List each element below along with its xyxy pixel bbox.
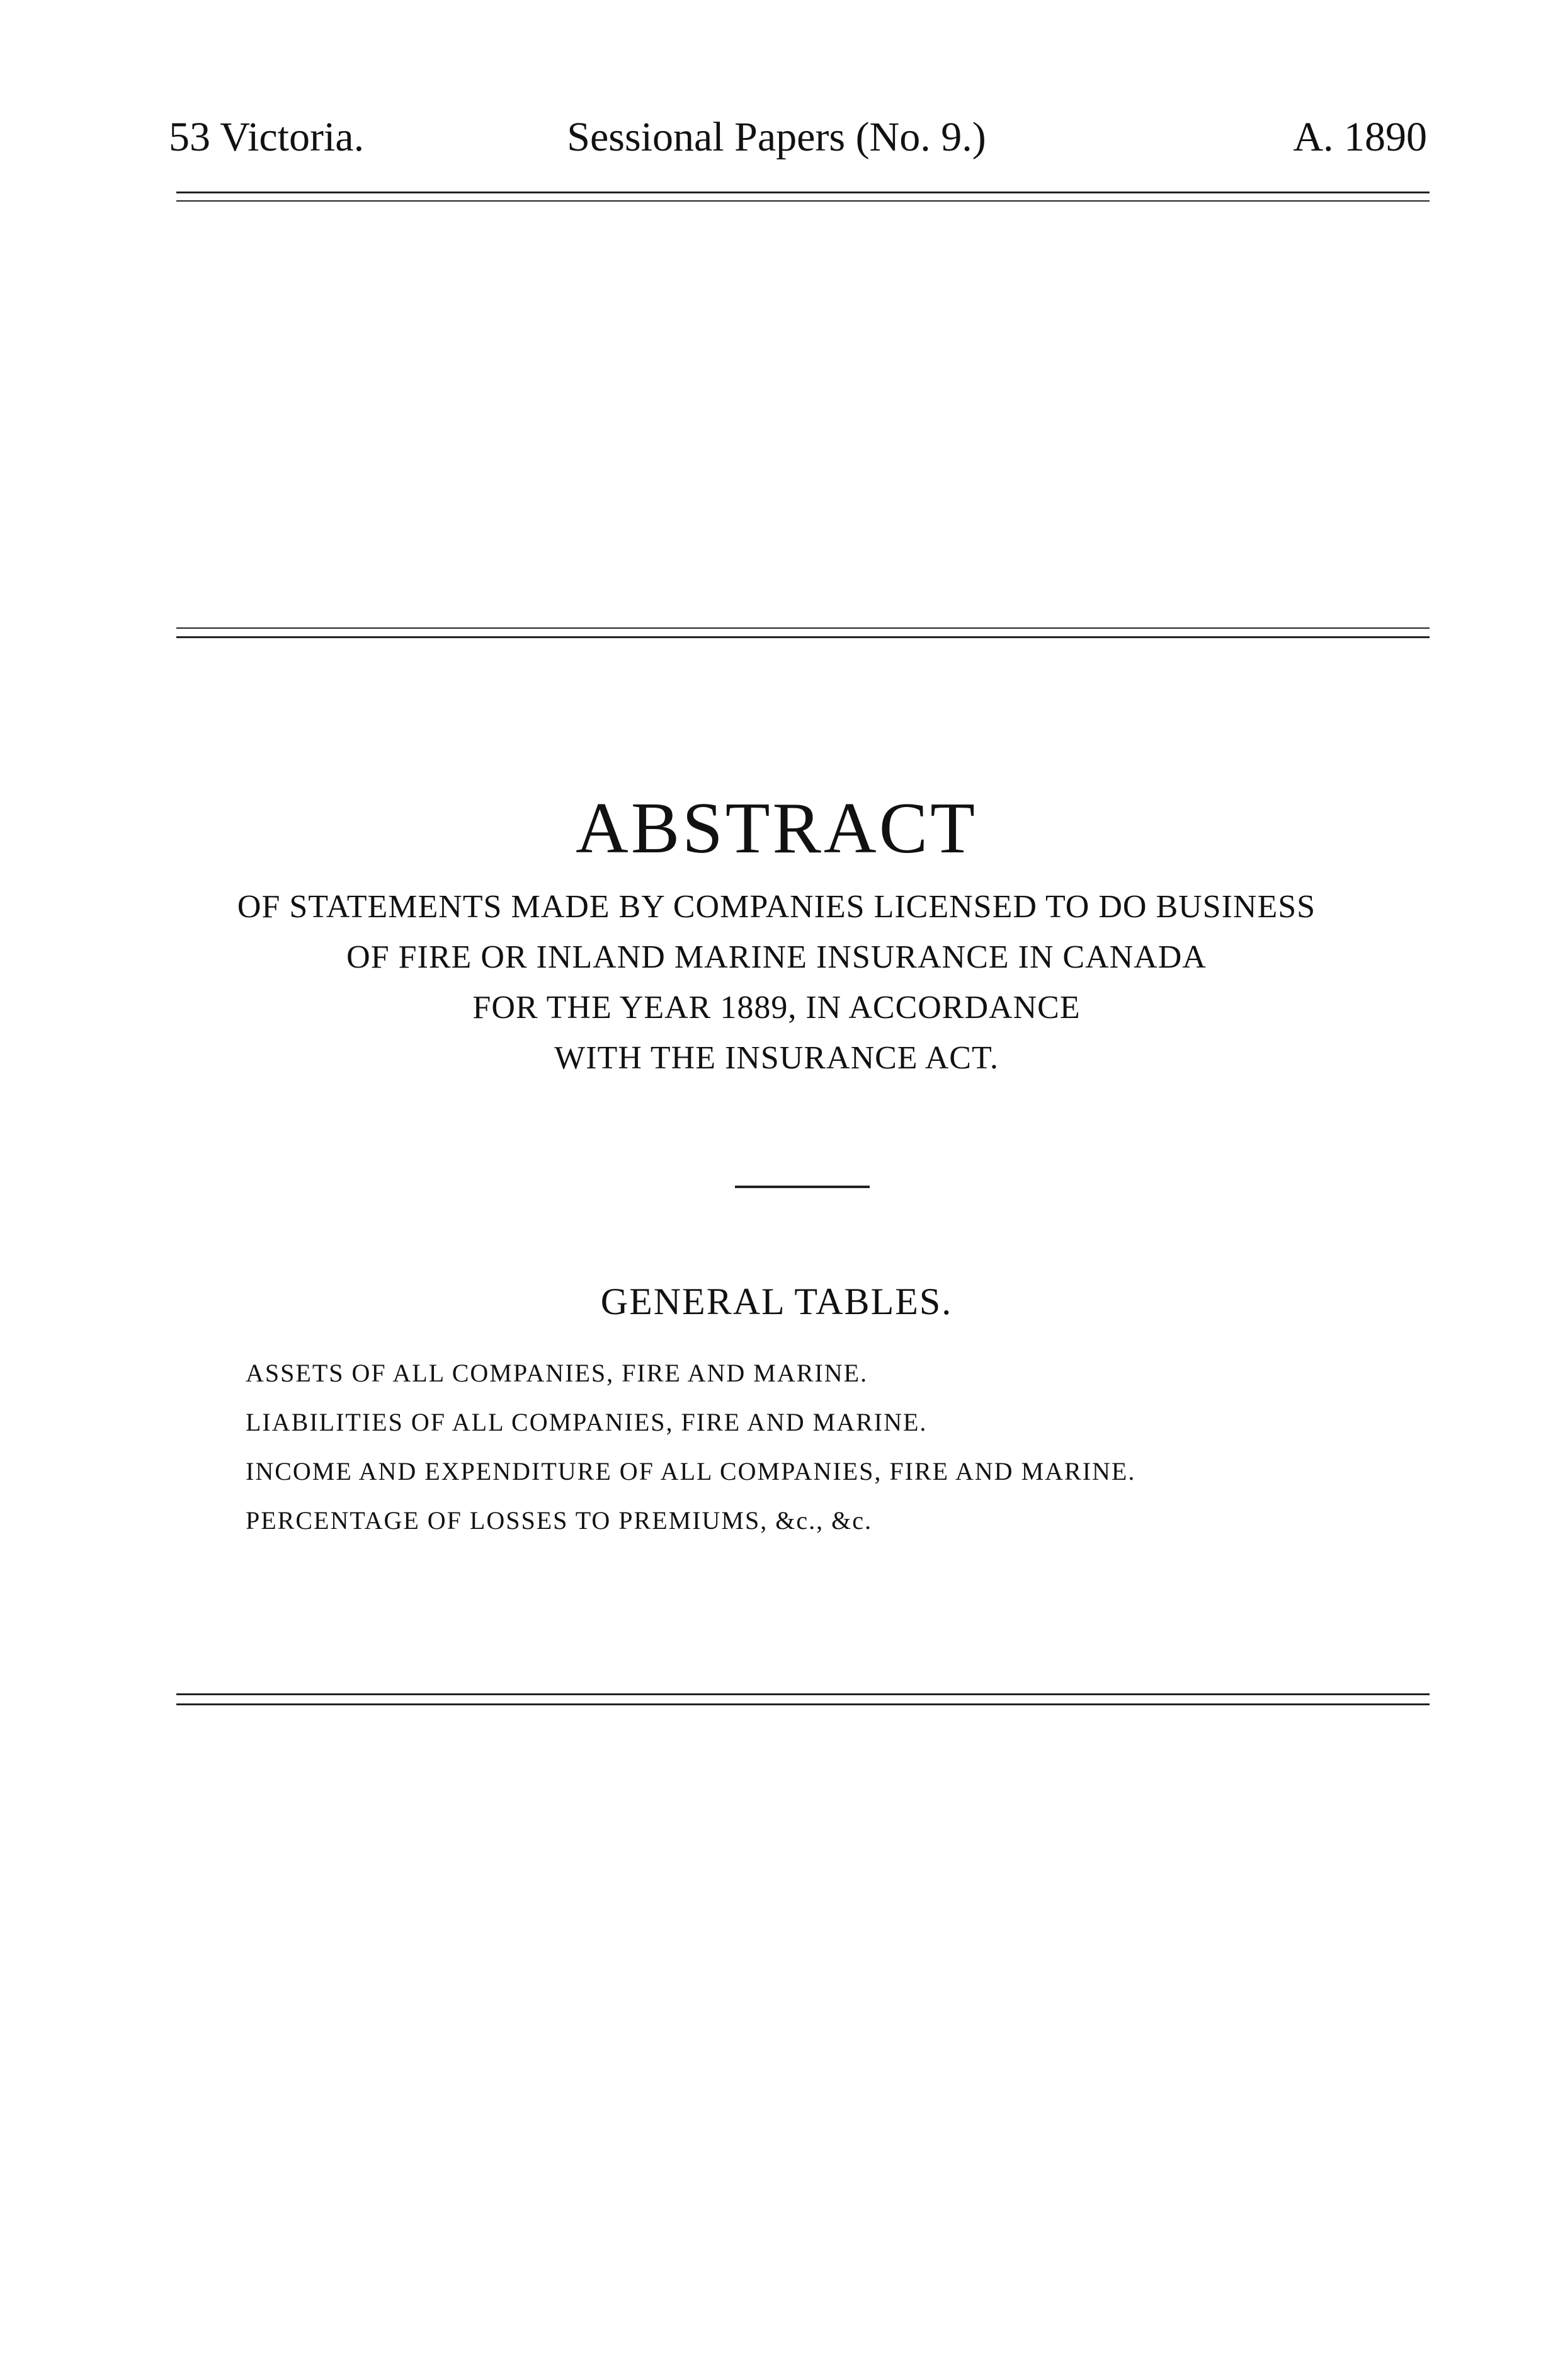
table-list-item: PERCENTAGE OF LOSSES TO PREMIUMS, &c., &c. [246,1506,872,1535]
upper-rule-top [176,627,1430,629]
lower-rule-top [176,1693,1430,1695]
table-list-item: LIABILITIES OF ALL COMPANIES, FIRE AND MARINE. [246,1408,928,1436]
header-rule-bottom [176,200,1430,202]
page-title: ABSTRACT [576,788,977,869]
header-session: 53 Victoria. [169,114,365,160]
header-year: A. 1890 [1293,114,1427,160]
section-separator [735,1186,870,1188]
subtitle-line-1: OF STATEMENTS MADE BY COMPANIES LICENSED TO DO BUSINESS [237,889,1316,925]
subtitle-line-2: OF FIRE OR INLAND MARINE INSURANCE IN CANADA [346,939,1207,975]
table-list-item: INCOME AND EXPENDITURE OF ALL COMPANIES, FIRE AND MARINE. [246,1457,1136,1485]
header-rule-top [176,192,1430,193]
lower-rule-bottom [176,1703,1430,1705]
header-sessional-papers: Sessional Papers (No. 9.) [567,114,986,160]
upper-rule-bottom [176,636,1430,638]
table-list-item: ASSETS OF ALL COMPANIES, FIRE AND MARINE. [246,1359,868,1387]
general-tables-heading: GENERAL TABLES. [600,1281,953,1322]
subtitle-line-3: FOR THE YEAR 1889, IN ACCORDANCE [472,990,1081,1026]
subtitle-line-4: WITH THE INSURANCE ACT. [554,1040,999,1076]
